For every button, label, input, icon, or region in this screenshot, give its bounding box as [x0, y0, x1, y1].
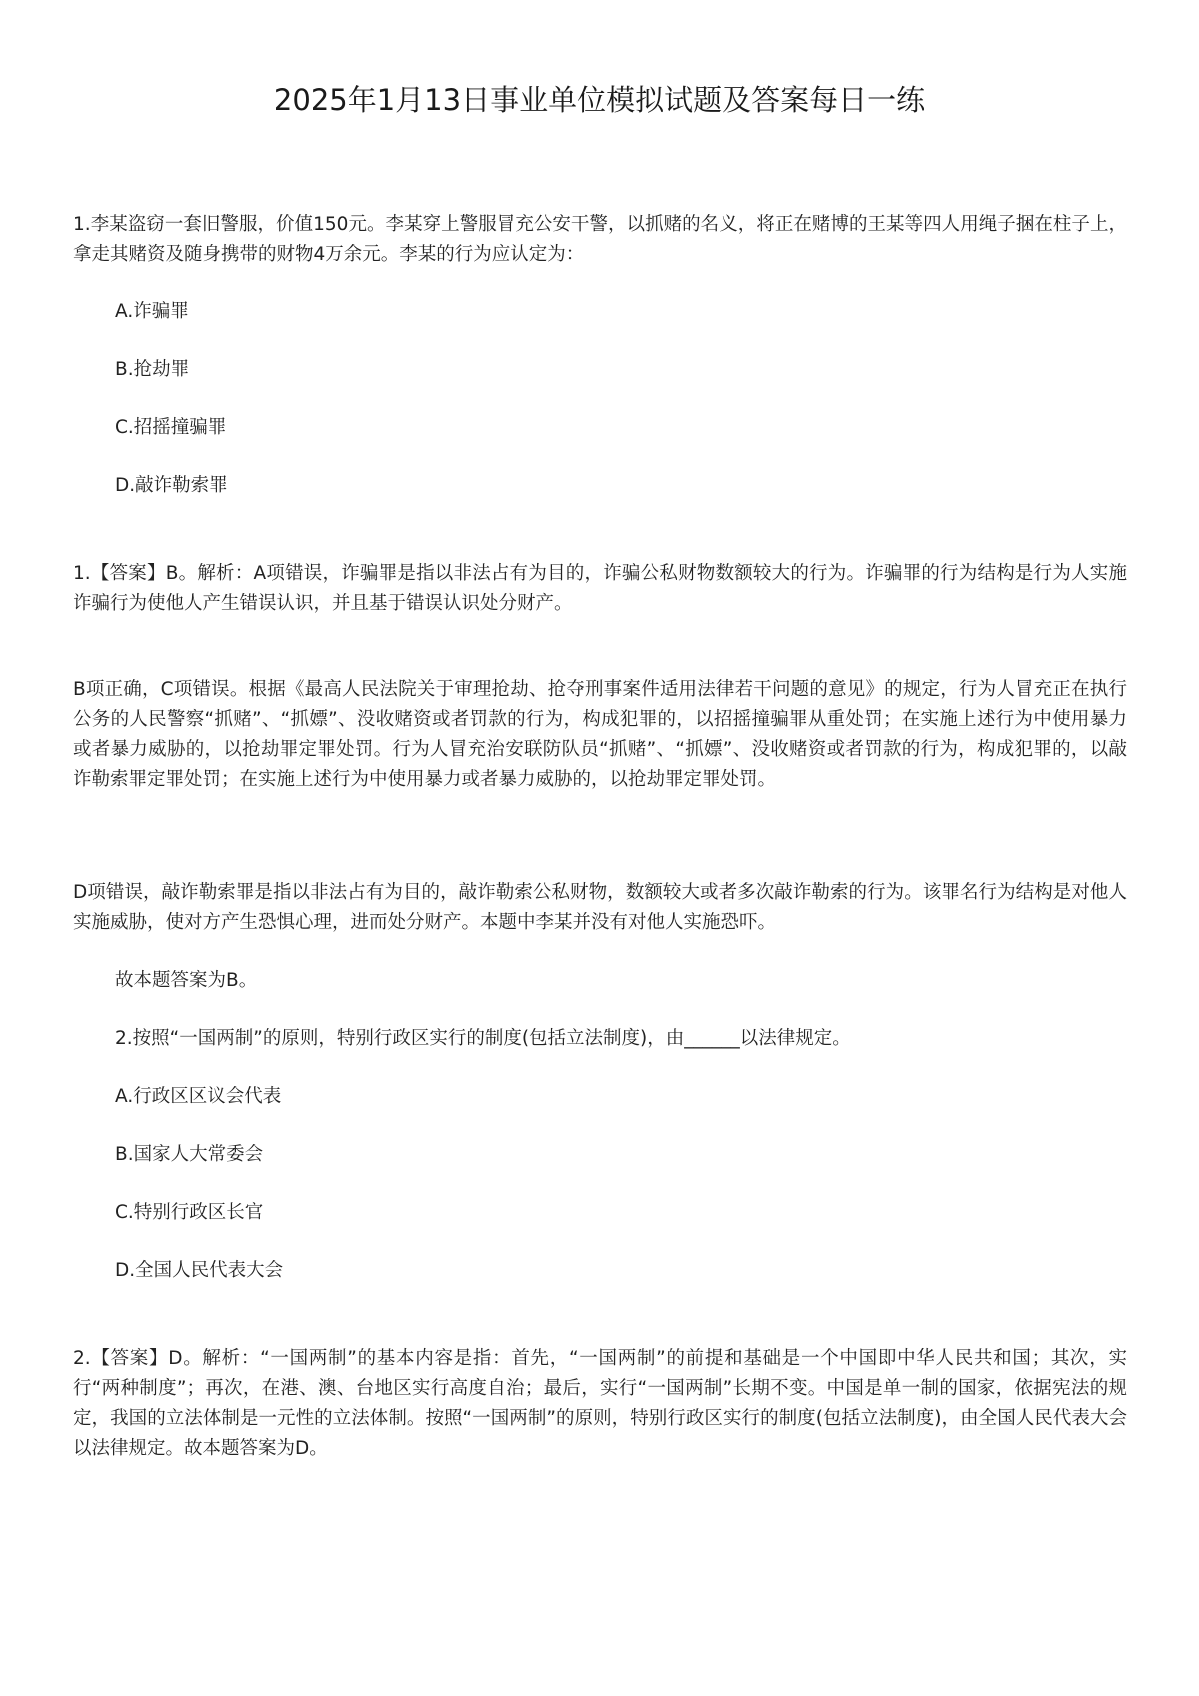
question-1-answer-paragraph-2: B项正确，C项错误。根据《最高人民法院关于审理抢劫、抢夺刑事案件适用法律若干问题的意见》的规定，行为人冒充正在执行公务的人民警察“抓赌”、“抓嫖”、没收赌资或者罚款的行为，构成犯罪的，以招摇撞骗罪从重处罚；在实施上述行为中使用暴力或者暴力威胁的，以抢劫罪定罪处罚。行为人冒充治安联防队员“抓赌”、“抓嫖”、没收赌资或者罚款的行为，构成犯罪的，以敲诈勒索罪定罪处罚；在实施上述行为中使用暴力或者暴力威胁的，以抢劫罪定罪处罚。: [73, 679, 1127, 790]
question-2-stem: 2.按照“一国两制”的原则，特别行政区实行的制度(包括立法制度)，由______以法律规定。: [115, 1028, 851, 1049]
question-1-conclusion: 故本题答案为B。: [115, 970, 258, 991]
question-1-stem: 1.李某盗窃一套旧警服，价值150元。李某穿上警服冒充公安干警，以抓赌的名义，将正在赌博的王某等四人用绳子捆在柱子上，拿走其赌资及随身携带的财物4万余元。李某的行为应认定为：: [73, 214, 1127, 265]
question-2-answer: 2.【答案】D。解析：“一国两制”的基本内容是指：首先，“一国两制”的前提和基础是一个中国即中华人民共和国；其次，实行“两种制度”；再次，在港、澳、台地区实行高度自治；最后，实行“一国两制”长期不变。中国是单一制的国家，依据宪法的规定，我国的立法体制是一元性的立法体制。按照“一国两制”的原则，特别行政区实行的制度(包括立法制度)，由全国人民代表大会以法律规定。故本题答案为D。: [73, 1348, 1127, 1459]
question-1-answer-paragraph-1: 1.【答案】B。解析：A项错误，诈骗罪是指以非法占有为目的，诈骗公私财物数额较大的行为。诈骗罪的行为结构是行为人实施诈骗行为使他人产生错误认识，并且基于错误认识处分财产。: [73, 563, 1127, 614]
question-2-option-c: C.特别行政区长官: [115, 1202, 264, 1223]
question-1-option-a: A.诈骗罪: [115, 301, 189, 322]
question-1-option-d: D.敲诈勒索罪: [115, 475, 228, 496]
question-1-option-c: C.招摇撞骗罪: [115, 417, 227, 438]
question-2-option-d: D.全国人民代表大会: [115, 1260, 284, 1281]
question-1-option-b: B.抢劫罪: [115, 359, 190, 380]
question-2-option-a: A.行政区区议会代表: [115, 1086, 282, 1107]
page-title: 2025年1月13日事业单位模拟试题及答案每日一练: [273, 83, 926, 117]
question-1-answer-paragraph-3: D项错误，敲诈勒索罪是指以非法占有为目的，敲诈勒索公私财物，数额较大或者多次敲诈勒索的行为。该罪名行为结构是对他人实施威胁，使对方产生恐惧心理，进而处分财产。本题中李某并没有对他人实施恐吓。: [73, 882, 1127, 933]
question-2-option-b: B.国家人大常委会: [115, 1144, 264, 1165]
